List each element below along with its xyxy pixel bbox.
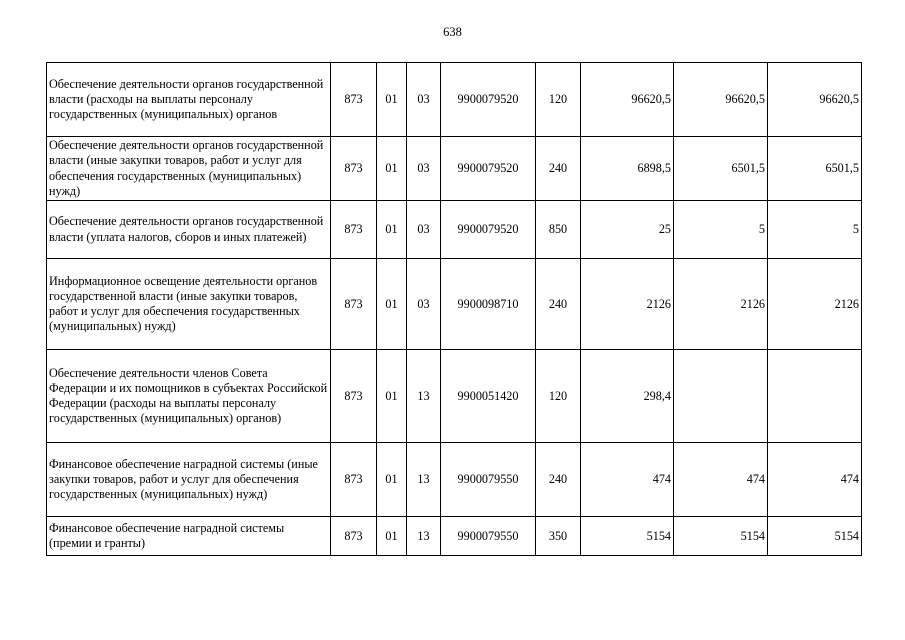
amount-year3-cell: 5 [768,201,862,259]
amount-year1-cell: 298,4 [581,350,674,443]
amount-year2-cell: 474 [674,443,768,517]
ministry-code-cell: 873 [331,517,377,556]
amount-year3-cell: 6501,5 [768,137,862,201]
amount-year2-cell: 6501,5 [674,137,768,201]
amount-year1-cell: 6898,5 [581,137,674,201]
expense-name-cell: Финансовое обеспечение наградной системы (иные закупки товаров, работ и услуг для обеспечения государственных (муниципальных) нужд) [47,443,331,517]
amount-year2-cell [674,350,768,443]
expense-type-cell: 240 [536,259,581,350]
target-article-cell: 9900079550 [441,443,536,517]
ministry-code-cell: 873 [331,350,377,443]
section-code-cell: 01 [377,517,407,556]
amount-year1-cell: 96620,5 [581,63,674,137]
amount-year2-cell: 5154 [674,517,768,556]
ministry-code-cell: 873 [331,443,377,517]
table-row [47,259,862,350]
expense-name-cell: Информационное освещение деятельности органов государственной власти (иные закупки товаров, работ и услуг для обеспечения государственных (муниципальных) нужд) [47,259,331,350]
table-row [47,517,862,556]
table-row [47,350,862,443]
ministry-code-cell: 873 [331,63,377,137]
section-code-cell: 01 [377,350,407,443]
subsection-code-cell: 13 [407,350,441,443]
subsection-code-cell: 03 [407,137,441,201]
section-code-cell: 01 [377,259,407,350]
amount-year3-cell: 474 [768,443,862,517]
budget-table [46,62,862,556]
expense-type-cell: 850 [536,201,581,259]
expense-name-cell: Обеспечение деятельности членов Совета Федерации и их помощников в субъектах Российской Федерации (расходы на выплаты персоналу государственных (муниципальных) органов) [47,350,331,443]
expense-name-cell: Обеспечение деятельности органов государственной власти (уплата налогов, сборов и иных платежей) [47,201,331,259]
expense-name-cell: Обеспечение деятельности органов государственной власти (иные закупки товаров, работ и услуг для обеспечения государственных (муниципальных) нужд) [47,137,331,201]
amount-year3-cell: 5154 [768,517,862,556]
amount-year1-cell: 25 [581,201,674,259]
section-code-cell: 01 [377,201,407,259]
expense-type-cell: 120 [536,63,581,137]
target-article-cell: 9900098710 [441,259,536,350]
amount-year2-cell: 5 [674,201,768,259]
amount-year2-cell: 2126 [674,259,768,350]
expense-type-cell: 240 [536,137,581,201]
target-article-cell: 9900079550 [441,517,536,556]
target-article-cell: 9900079520 [441,201,536,259]
expense-type-cell: 350 [536,517,581,556]
amount-year3-cell: 2126 [768,259,862,350]
subsection-code-cell: 03 [407,259,441,350]
section-code-cell: 01 [377,443,407,517]
table-row [47,137,862,201]
target-article-cell: 9900051420 [441,350,536,443]
table-row [47,63,862,137]
subsection-code-cell: 03 [407,63,441,137]
expense-name-cell: Обеспечение деятельности органов государственной власти (расходы на выплаты персоналу государственных (муниципальных) органов [47,63,331,137]
target-article-cell: 9900079520 [441,63,536,137]
amount-year3-cell: 96620,5 [768,63,862,137]
target-article-cell: 9900079520 [441,137,536,201]
ministry-code-cell: 873 [331,137,377,201]
subsection-code-cell: 03 [407,201,441,259]
ministry-code-cell: 873 [331,201,377,259]
amount-year1-cell: 474 [581,443,674,517]
amount-year2-cell: 96620,5 [674,63,768,137]
subsection-code-cell: 13 [407,517,441,556]
expense-type-cell: 120 [536,350,581,443]
amount-year3-cell [768,350,862,443]
expense-name-cell: Финансовое обеспечение наградной системы (премии и гранты) [47,517,331,556]
ministry-code-cell: 873 [331,259,377,350]
expense-type-cell: 240 [536,443,581,517]
table-row [47,201,862,259]
table-row [47,443,862,517]
amount-year1-cell: 5154 [581,517,674,556]
section-code-cell: 01 [377,63,407,137]
subsection-code-cell: 13 [407,443,441,517]
page-number: 638 [443,25,462,39]
amount-year1-cell: 2126 [581,259,674,350]
section-code-cell: 01 [377,137,407,201]
